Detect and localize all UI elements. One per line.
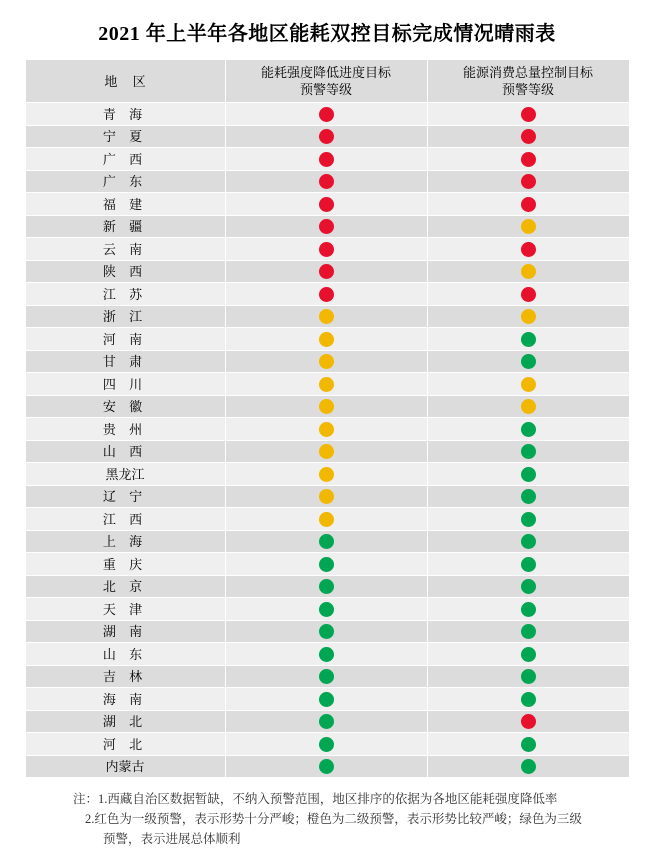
region-cell: [25, 485, 225, 508]
table-row: [25, 575, 629, 598]
total-warning-cell: [427, 170, 629, 193]
total-warning-cell: [427, 688, 629, 711]
total-warning-cell: [427, 373, 629, 396]
intensity-warning-cell: [225, 373, 427, 396]
total-warning-cell: [427, 440, 629, 463]
region-cell: [25, 710, 225, 733]
table-row: [25, 643, 629, 666]
region-cell: [25, 733, 225, 756]
table-row: [25, 395, 629, 418]
warning-dot-green: [521, 624, 536, 639]
warning-dot-orange: [521, 399, 536, 414]
total-warning-cell: [427, 530, 629, 553]
warning-dot-green: [319, 714, 334, 729]
intensity-warning-cell: [225, 575, 427, 598]
warning-dot-orange: [319, 332, 334, 347]
intensity-warning-cell: [225, 530, 427, 553]
warning-dot-red: [319, 129, 334, 144]
note-line-3: 预警，表示进展总体顺利: [103, 832, 241, 846]
table-row: [25, 508, 629, 531]
warning-dot-orange: [319, 512, 334, 527]
intensity-warning-cell: [225, 733, 427, 756]
warning-dot-red: [319, 107, 334, 122]
intensity-warning-cell: [225, 148, 427, 171]
region-cell: [25, 283, 225, 306]
region-cell: [25, 125, 225, 148]
region-cell: [25, 103, 225, 126]
column-header-total-line2: 预警等级: [501, 82, 554, 97]
intensity-warning-cell: [225, 305, 427, 328]
region-cell: [25, 305, 225, 328]
total-warning-cell: [427, 215, 629, 238]
warning-dot-orange: [319, 422, 334, 437]
intensity-warning-cell: [225, 283, 427, 306]
warning-dot-green: [319, 759, 334, 774]
region-label: 江 西: [102, 511, 148, 527]
region-cell: [25, 665, 225, 688]
intensity-warning-cell: [225, 755, 427, 778]
region-cell: [25, 350, 225, 373]
region-label: 内蒙古: [105, 759, 145, 775]
intensity-warning-cell: [225, 553, 427, 576]
table-row: [25, 170, 629, 193]
intensity-warning-cell: [225, 193, 427, 216]
warning-dot-red: [521, 107, 536, 122]
region-cell: [25, 755, 225, 778]
warning-dot-green: [521, 669, 536, 684]
region-cell: [25, 553, 225, 576]
warning-dot-orange: [521, 219, 536, 234]
table-header: [25, 60, 629, 103]
region-label: 青 海: [102, 106, 148, 122]
warning-dot-green: [319, 647, 334, 662]
region-cell: [25, 575, 225, 598]
warning-dot-green: [319, 692, 334, 707]
intensity-warning-cell: [225, 598, 427, 621]
column-header-intensity-line1: 能耗强度降低进度目标: [260, 65, 391, 80]
intensity-warning-cell: [225, 328, 427, 351]
warning-dot-green: [319, 669, 334, 684]
region-cell: [25, 508, 225, 531]
region-cell: [25, 260, 225, 283]
warning-dot-red: [319, 197, 334, 212]
table-notes: [25, 789, 629, 849]
table-row: [25, 350, 629, 373]
warning-dot-orange: [319, 444, 334, 459]
table-row: [25, 733, 629, 756]
warning-dot-green: [521, 557, 536, 572]
table-row: [25, 418, 629, 441]
intensity-warning-cell: [225, 350, 427, 373]
warning-dot-orange: [319, 467, 334, 482]
total-warning-cell: [427, 733, 629, 756]
table-row: [25, 553, 629, 576]
warning-dot-red: [521, 174, 536, 189]
region-label: 贵 州: [102, 421, 148, 437]
table-row: [25, 665, 629, 688]
region-label: 天 津: [102, 601, 148, 617]
total-warning-cell: [427, 328, 629, 351]
region-label: 广 西: [102, 151, 148, 167]
warning-dot-red: [319, 152, 334, 167]
region-label: 四 川: [102, 376, 148, 392]
warning-dot-green: [521, 444, 536, 459]
region-label: 上 海: [102, 534, 148, 550]
region-cell: [25, 463, 225, 486]
warning-dot-red: [319, 174, 334, 189]
warning-dot-orange: [319, 489, 334, 504]
table-row: [25, 688, 629, 711]
intensity-warning-cell: [225, 688, 427, 711]
intensity-warning-cell: [225, 665, 427, 688]
note-line-1: 注：1.西藏自治区数据暂缺，不纳入预警范围，地区排序的依据为各地区能耗强度降低率: [73, 792, 558, 806]
warning-dot-green: [319, 557, 334, 572]
warning-dot-red: [319, 219, 334, 234]
region-label: 广 东: [102, 174, 148, 190]
total-warning-cell: [427, 238, 629, 261]
table-row: [25, 598, 629, 621]
warning-dot-green: [521, 534, 536, 549]
warning-dot-green: [521, 332, 536, 347]
warning-dot-green: [521, 647, 536, 662]
region-cell: [25, 418, 225, 441]
total-warning-cell: [427, 755, 629, 778]
region-label: 北 京: [102, 579, 148, 595]
table-row: [25, 755, 629, 778]
energy-warning-table: [25, 59, 630, 778]
table-body: [25, 103, 629, 778]
warning-dot-green: [521, 422, 536, 437]
total-warning-cell: [427, 148, 629, 171]
region-label: 浙 江: [102, 309, 148, 325]
region-cell: [25, 643, 225, 666]
warning-dot-green: [521, 579, 536, 594]
warning-dot-green: [319, 579, 334, 594]
column-header-total-line1: 能源消费总量控制目标: [462, 65, 593, 80]
total-warning-cell: [427, 350, 629, 373]
intensity-warning-cell: [225, 463, 427, 486]
total-warning-cell: [427, 620, 629, 643]
warning-dot-orange: [521, 309, 536, 324]
total-warning-cell: [427, 260, 629, 283]
region-cell: [25, 328, 225, 351]
intensity-warning-cell: [225, 643, 427, 666]
table-row: [25, 193, 629, 216]
table-row: [25, 103, 629, 126]
table-row: [25, 125, 629, 148]
table-row: [25, 530, 629, 553]
region-cell: [25, 170, 225, 193]
total-warning-cell: [427, 598, 629, 621]
warning-dot-orange: [521, 264, 536, 279]
intensity-warning-cell: [225, 440, 427, 463]
region-cell: [25, 193, 225, 216]
total-warning-cell: [427, 305, 629, 328]
warning-dot-green: [521, 602, 536, 617]
table-row: [25, 283, 629, 306]
table-row: [25, 620, 629, 643]
warning-dot-red: [521, 152, 536, 167]
warning-dot-red: [319, 264, 334, 279]
warning-dot-green: [521, 759, 536, 774]
column-header-region: 地 区: [25, 60, 225, 103]
table-row: [25, 485, 629, 508]
warning-dot-red: [319, 242, 334, 257]
intensity-warning-cell: [225, 395, 427, 418]
region-label: 河 南: [102, 331, 148, 347]
intensity-warning-cell: [225, 710, 427, 733]
region-label: 重 庆: [102, 556, 148, 572]
region-cell: [25, 620, 225, 643]
region-label: 云 南: [102, 241, 148, 257]
warning-dot-orange: [319, 377, 334, 392]
region-cell: [25, 440, 225, 463]
total-warning-cell: [427, 395, 629, 418]
region-cell: [25, 373, 225, 396]
warning-dot-green: [521, 512, 536, 527]
table-row: [25, 440, 629, 463]
region-cell: [25, 530, 225, 553]
region-label: 甘 肃: [102, 354, 148, 370]
warning-dot-orange: [319, 354, 334, 369]
region-label: 宁 夏: [102, 129, 148, 145]
table-row: [25, 215, 629, 238]
intensity-warning-cell: [225, 620, 427, 643]
intensity-warning-cell: [225, 418, 427, 441]
region-cell: [25, 598, 225, 621]
column-header-intensity-line2: 预警等级: [299, 82, 352, 97]
region-label: 河 北: [102, 736, 148, 752]
warning-dot-orange: [319, 309, 334, 324]
region-cell: [25, 148, 225, 171]
total-warning-cell: [427, 575, 629, 598]
intensity-warning-cell: [225, 260, 427, 283]
table-row: [25, 328, 629, 351]
intensity-warning-cell: [225, 215, 427, 238]
total-warning-cell: [427, 125, 629, 148]
total-warning-cell: [427, 643, 629, 666]
intensity-warning-cell: [225, 125, 427, 148]
intensity-warning-cell: [225, 485, 427, 508]
warning-dot-red: [521, 714, 536, 729]
total-warning-cell: [427, 193, 629, 216]
warning-dot-red: [521, 242, 536, 257]
intensity-warning-cell: [225, 170, 427, 193]
intensity-warning-cell: [225, 508, 427, 531]
region-label: 湖 南: [102, 624, 148, 640]
region-label: 福 建: [102, 196, 148, 212]
region-label: 海 南: [102, 691, 148, 707]
region-label: 黑龙江: [105, 466, 145, 482]
total-warning-cell: [427, 508, 629, 531]
page-title: 2021 年上半年各地区能耗双控目标完成情况晴雨表: [98, 23, 556, 45]
region-label: 湖 北: [102, 714, 148, 730]
region-cell: [25, 238, 225, 261]
total-warning-cell: [427, 665, 629, 688]
total-warning-cell: [427, 463, 629, 486]
warning-dot-green: [521, 737, 536, 752]
table-row: [25, 305, 629, 328]
warning-dot-orange: [319, 399, 334, 414]
warning-dot-green: [521, 489, 536, 504]
warning-dot-red: [319, 287, 334, 302]
region-cell: [25, 215, 225, 238]
table-row: [25, 148, 629, 171]
region-cell: [25, 688, 225, 711]
region-label: 江 苏: [102, 286, 148, 302]
total-warning-cell: [427, 418, 629, 441]
total-warning-cell: [427, 553, 629, 576]
table-row: [25, 238, 629, 261]
table-row: [25, 463, 629, 486]
warning-dot-green: [521, 692, 536, 707]
region-label: 山 西: [102, 444, 148, 460]
region-label: 陕 西: [102, 264, 148, 280]
total-warning-cell: [427, 485, 629, 508]
column-header-intensity: [225, 60, 427, 103]
warning-dot-orange: [521, 377, 536, 392]
table-row: [25, 710, 629, 733]
warning-dot-green: [319, 534, 334, 549]
region-label: 辽 宁: [102, 489, 148, 505]
warning-dot-red: [521, 197, 536, 212]
region-label: 山 东: [102, 646, 148, 662]
region-label: 安 徽: [102, 399, 148, 415]
table-row: [25, 373, 629, 396]
warning-dot-green: [521, 467, 536, 482]
total-warning-cell: [427, 710, 629, 733]
region-cell: [25, 395, 225, 418]
column-header-total: [427, 60, 629, 103]
warning-dot-green: [319, 737, 334, 752]
table-row: [25, 260, 629, 283]
total-warning-cell: [427, 283, 629, 306]
warning-dot-red: [521, 129, 536, 144]
warning-dot-red: [521, 287, 536, 302]
warning-dot-green: [319, 602, 334, 617]
warning-dot-green: [319, 624, 334, 639]
intensity-warning-cell: [225, 103, 427, 126]
intensity-warning-cell: [225, 238, 427, 261]
region-label: 吉 林: [102, 669, 148, 685]
region-label: 新 疆: [102, 219, 148, 235]
total-warning-cell: [427, 103, 629, 126]
warning-dot-green: [521, 354, 536, 369]
note-line-2: 2.红色为一级预警，表示形势十分严峻；橙色为二级预警，表示形势比较严峻；绿色为三级: [85, 812, 582, 826]
